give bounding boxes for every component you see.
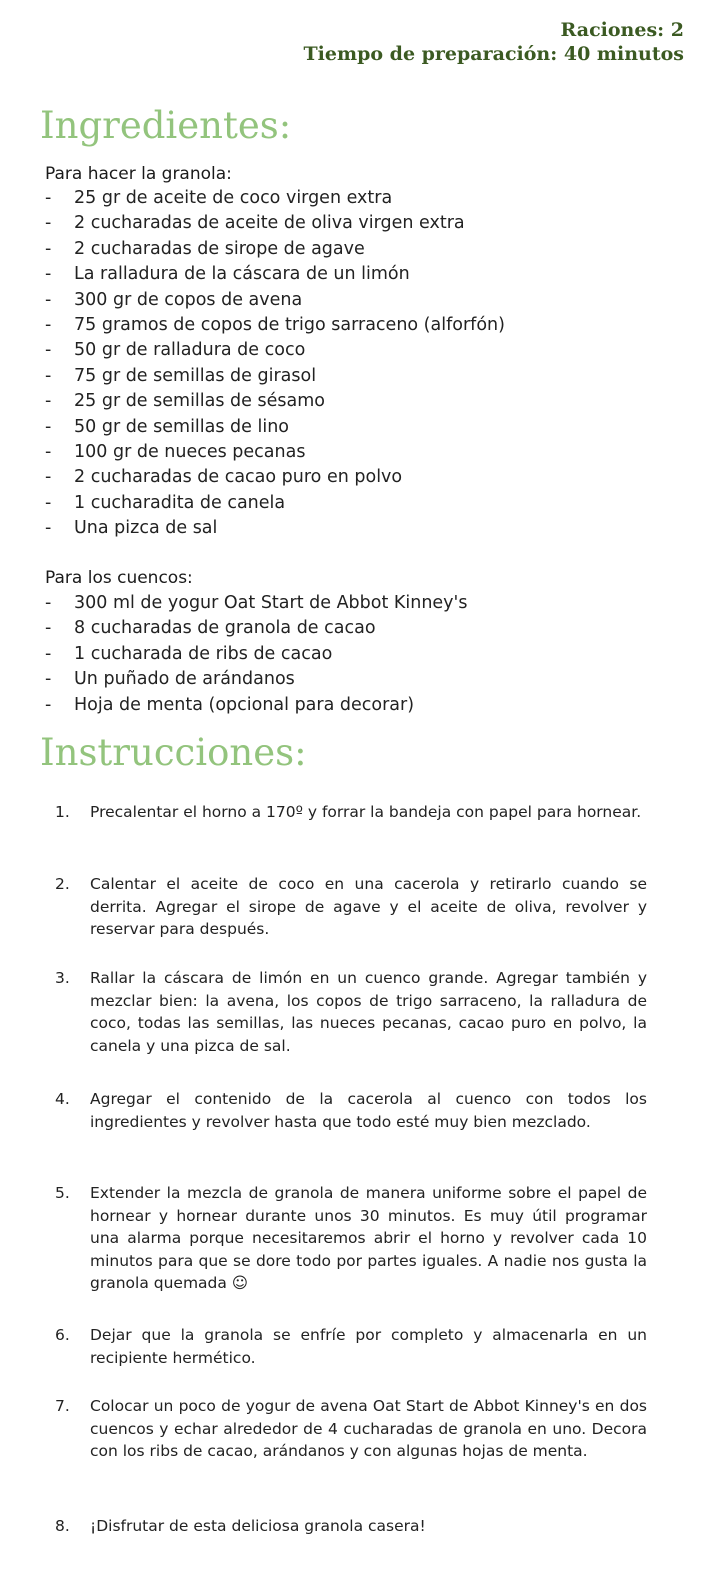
list-item: - 2 cucharadas de aceite de oliva virgen extra bbox=[45, 211, 505, 236]
bowls-subheading: Para los cuencos: bbox=[45, 568, 193, 588]
step-item bbox=[55, 1182, 647, 1295]
list-item: - Hoja de menta (opcional para decorar) bbox=[45, 693, 467, 718]
list-item: - 1 cucharadita de canela bbox=[45, 491, 505, 516]
list-item: - Un puñado de arándanos bbox=[45, 667, 467, 692]
step-text: Extender la mezcla de granola de manera uniforme sobre el papel de hornear y hornear durante unos 30 minutos. Es muy útil programar una alarma porque necesitaremos abrir el horno y revolver cada 10 minutos para que se dore todo por partes iguales. A nadie nos gusta la granola quemada ☺ bbox=[90, 1184, 647, 1292]
step-text: Agregar el contenido de la cacerola al cuenco con todos los ingredientes y revolver hasta que todo esté muy bien mezclado. bbox=[90, 1090, 647, 1131]
granola-ingredient-list bbox=[45, 186, 505, 542]
list-item: - 50 gr de semillas de lino bbox=[45, 415, 505, 440]
step-text: Calentar el aceite de coco en una cacerola y retirarlo cuando se derrita. Agregar el sirope de agave y el aceite de oliva, revolver y reservar para después. bbox=[90, 875, 647, 938]
step-number: 1. bbox=[55, 803, 70, 821]
list-item: - 50 gr de ralladura de coco bbox=[45, 338, 505, 363]
granola-subheading: Para hacer la granola: bbox=[45, 164, 232, 184]
step-number: 3. bbox=[55, 969, 70, 987]
step-number: 2. bbox=[55, 875, 70, 893]
step-item bbox=[55, 1088, 647, 1133]
list-item: - 1 cucharada de ribs de cacao bbox=[45, 642, 467, 667]
step-text: Colocar un poco de yogur de avena Oat Start de Abbot Kinney's en dos cuencos y echar alrededor de 4 cucharadas de granola en uno. Decora con los ribs de cacao, arándanos y con algunas hojas de menta. bbox=[90, 1397, 647, 1460]
step-text: Rallar la cáscara de limón en un cuenco grande. Agregar también y mezclar bien: la avena, los copos de trigo sarraceno, la ralladura de coco, todas las semillas, las nueces pecanas, cacao puro en polvo, la canela y una pizca de sal. bbox=[90, 969, 647, 1055]
step-text: ¡Disfrutar de esta deliciosa granola casera! bbox=[90, 1517, 426, 1535]
step-item bbox=[55, 1324, 647, 1369]
recipe-meta bbox=[304, 18, 684, 66]
list-item: - 75 gramos de copos de trigo sarraceno (alforfón) bbox=[45, 313, 505, 338]
ingredients-title: Ingredientes: bbox=[40, 104, 292, 147]
step-number: 5. bbox=[55, 1184, 70, 1202]
prep-time: Tiempo de preparación: 40 minutos bbox=[303, 43, 684, 65]
list-item: - 2 cucharadas de cacao puro en polvo bbox=[45, 465, 505, 490]
step-number: 7. bbox=[55, 1397, 70, 1415]
list-item: - 300 gr de copos de avena bbox=[45, 288, 505, 313]
list-item: - La ralladura de la cáscara de un limón bbox=[45, 262, 505, 287]
bowls-ingredient-list bbox=[45, 591, 467, 718]
step-number: 8. bbox=[55, 1517, 70, 1535]
list-item: - 8 cucharadas de granola de cacao bbox=[45, 616, 467, 641]
servings: Raciones: 2 bbox=[560, 19, 684, 41]
list-item: - 25 gr de aceite de coco virgen extra bbox=[45, 186, 505, 211]
step-text: Precalentar el horno a 170º y forrar la bandeja con papel para hornear. bbox=[90, 803, 642, 821]
step-item bbox=[55, 1395, 647, 1463]
list-item: - Una pizca de sal bbox=[45, 516, 505, 541]
step-number: 6. bbox=[55, 1326, 70, 1344]
instructions-title: Instrucciones: bbox=[40, 731, 307, 774]
step-text: Dejar que la granola se enfríe por completo y almacenarla en un recipiente hermético. bbox=[90, 1326, 647, 1367]
step-item bbox=[55, 801, 647, 824]
list-item: - 300 ml de yogur Oat Start de Abbot Kinney's bbox=[45, 591, 467, 616]
step-item bbox=[55, 873, 647, 941]
step-item bbox=[55, 1515, 647, 1538]
list-item: - 75 gr de semillas de girasol bbox=[45, 364, 505, 389]
step-item bbox=[55, 967, 647, 1057]
list-item: - 2 cucharadas de sirope de agave bbox=[45, 237, 505, 262]
list-item: - 25 gr de semillas de sésamo bbox=[45, 389, 505, 414]
list-item: - 100 gr de nueces pecanas bbox=[45, 440, 505, 465]
step-number: 4. bbox=[55, 1090, 70, 1108]
